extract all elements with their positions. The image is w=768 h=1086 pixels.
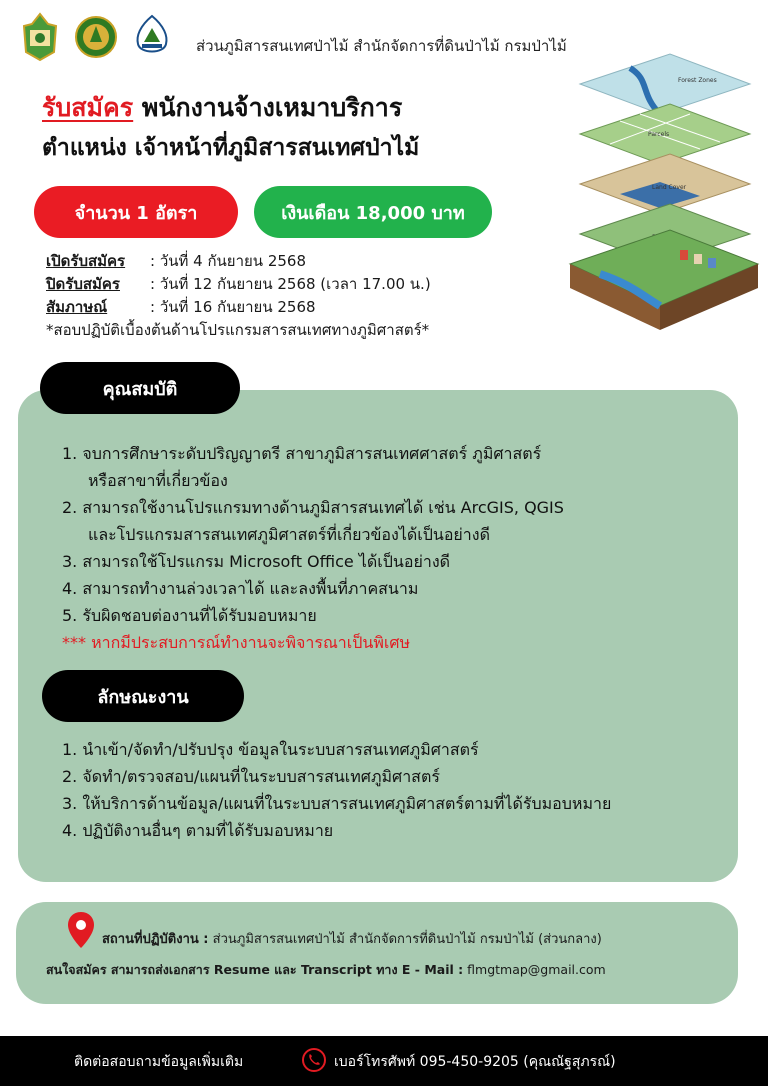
list-item-continuation: และโปรแกรมสารสนเทศภูมิศาสตร์ที่เกี่ยวข้องได้เป็นอย่างดี xyxy=(88,525,490,544)
close-date-label: ปิดรับสมัคร xyxy=(46,275,120,293)
duties-list xyxy=(62,736,611,844)
duties-heading: ลักษณะงาน xyxy=(42,670,244,722)
apply-line xyxy=(46,960,606,980)
list-item: 5. รับผิดชอบต่องานที่ได้รับมอบหมาย xyxy=(62,606,317,625)
interview-date-row xyxy=(46,296,431,319)
open-date-label: เปิดรับสมัคร xyxy=(46,252,126,270)
workplace-label: สถานที่ปฏิบัติงาน : xyxy=(102,932,209,947)
apply-text: สนใจสมัคร สามารถส่งเอกสาร Resume และ Transcript ทาง E - Mail : xyxy=(46,962,464,977)
contact-email[interactable]: flmgtmap@gmail.com xyxy=(467,962,606,977)
list-item: 2. จัดทำ/ตรวจสอบ/แผนที่ในระบบสารสนเทศภูมิศาสตร์ xyxy=(62,767,440,786)
land-management-logo xyxy=(130,12,174,62)
footer-bar xyxy=(0,1036,768,1086)
footer-contact-text: ติดต่อสอบถามข้อมูลเพิ่มเติม xyxy=(74,1054,244,1070)
workplace-line xyxy=(102,928,602,949)
recruitment-title xyxy=(42,88,402,128)
location-pin-icon xyxy=(66,910,96,950)
logo-group xyxy=(18,12,174,62)
list-item: 3. ให้บริการด้านข้อมูล/แผนที่ในระบบสารสนเทศภูมิศาสตร์ตามที่ได้รับมอบหมาย xyxy=(62,794,612,813)
layer-label-3: Land Cover xyxy=(652,184,687,191)
title-line1-rest: พนักงานจ้างเหมาบริการ xyxy=(133,93,403,122)
schedule-block xyxy=(46,250,431,342)
layer-label-1: Forest Zones xyxy=(678,77,717,84)
list-item: 3. สามารถใช้โปรแกรม Microsoft Office ได้เป็นอย่างดี xyxy=(62,552,451,571)
exam-note: *สอบปฏิบัติเบื้องต้นด้านโปรแกรมสารสนเทศทางภูมิศาสตร์* xyxy=(46,321,430,339)
list-item: 1. นำเข้า/จัดทำ/ปรับปรุง ข้อมูลในระบบสารสนเทศภูมิศาสตร์ xyxy=(62,740,479,759)
list-item: 4. ปฏิบัติงานอื่นๆ ตามที่ได้รับมอบหมาย xyxy=(62,821,334,840)
recruitment-highlight: รับสมัคร xyxy=(42,93,134,122)
location-panel xyxy=(16,902,738,1004)
department-emblem-logo xyxy=(18,12,62,62)
footer-phone-number[interactable]: เบอร์โทรศัพท์ 095-450-9205 (คุณณัฐสุภรณ์) xyxy=(334,1054,616,1070)
experience-note: *** หากมีประสบการณ์ทำงานจะพิจารณาเป็นพิเศษ xyxy=(62,633,411,652)
phone-icon xyxy=(302,1048,326,1072)
forest-department-seal-logo xyxy=(74,12,118,62)
list-item-continuation: หรือสาขาที่เกี่ยวข้อง xyxy=(88,471,228,490)
workplace-value: ส่วนภูมิสารสนเทศป่าไม้ สำนักจัดการที่ดินป่าไม้ กรมป่าไม้ (ส่วนกลาง) xyxy=(208,932,602,947)
open-date-row xyxy=(46,250,431,273)
organization-header: ส่วนภูมิสารสนเทศป่าไม้ สำนักจัดการที่ดินป่าไม้ กรมป่าไม้ xyxy=(196,37,567,55)
list-item: 2. สามารถใช้งานโปรแกรมทางด้านภูมิสารสนเทศได้ เช่น ArcGIS, QGIS xyxy=(62,498,564,517)
salary-badge: เงินเดือน 18,000 บาท xyxy=(254,186,492,238)
positions-badge: จำนวน 1 อัตรา xyxy=(34,186,238,238)
layer-label-2: Parcels xyxy=(648,131,670,138)
interview-date-value: : วันที่ 16 กันยายน 2568 xyxy=(150,298,316,316)
interview-date-label: สัมภาษณ์ xyxy=(46,298,108,316)
gis-layers-illustration xyxy=(560,44,760,344)
close-date-value: : วันที่ 12 กันยายน 2568 (เวลา 17.00 น.) xyxy=(150,275,431,293)
qualifications-list xyxy=(62,440,564,656)
open-date-value: : วันที่ 4 กันยายน 2568 xyxy=(150,252,306,270)
qualifications-heading: คุณสมบัติ xyxy=(40,362,240,414)
close-date-row xyxy=(46,273,431,296)
position-title: ตำแหน่ง เจ้าหน้าที่ภูมิสารสนเทศป่าไม้ xyxy=(42,135,420,161)
list-item: 4. สามารถทำงานล่วงเวลาได้ และลงพื้นที่ภาคสนาม xyxy=(62,579,419,598)
list-item: 1. จบการศึกษาระดับปริญญาตรี สาขาภูมิสารสนเทศศาสตร์ ภูมิศาสตร์ xyxy=(62,444,542,463)
